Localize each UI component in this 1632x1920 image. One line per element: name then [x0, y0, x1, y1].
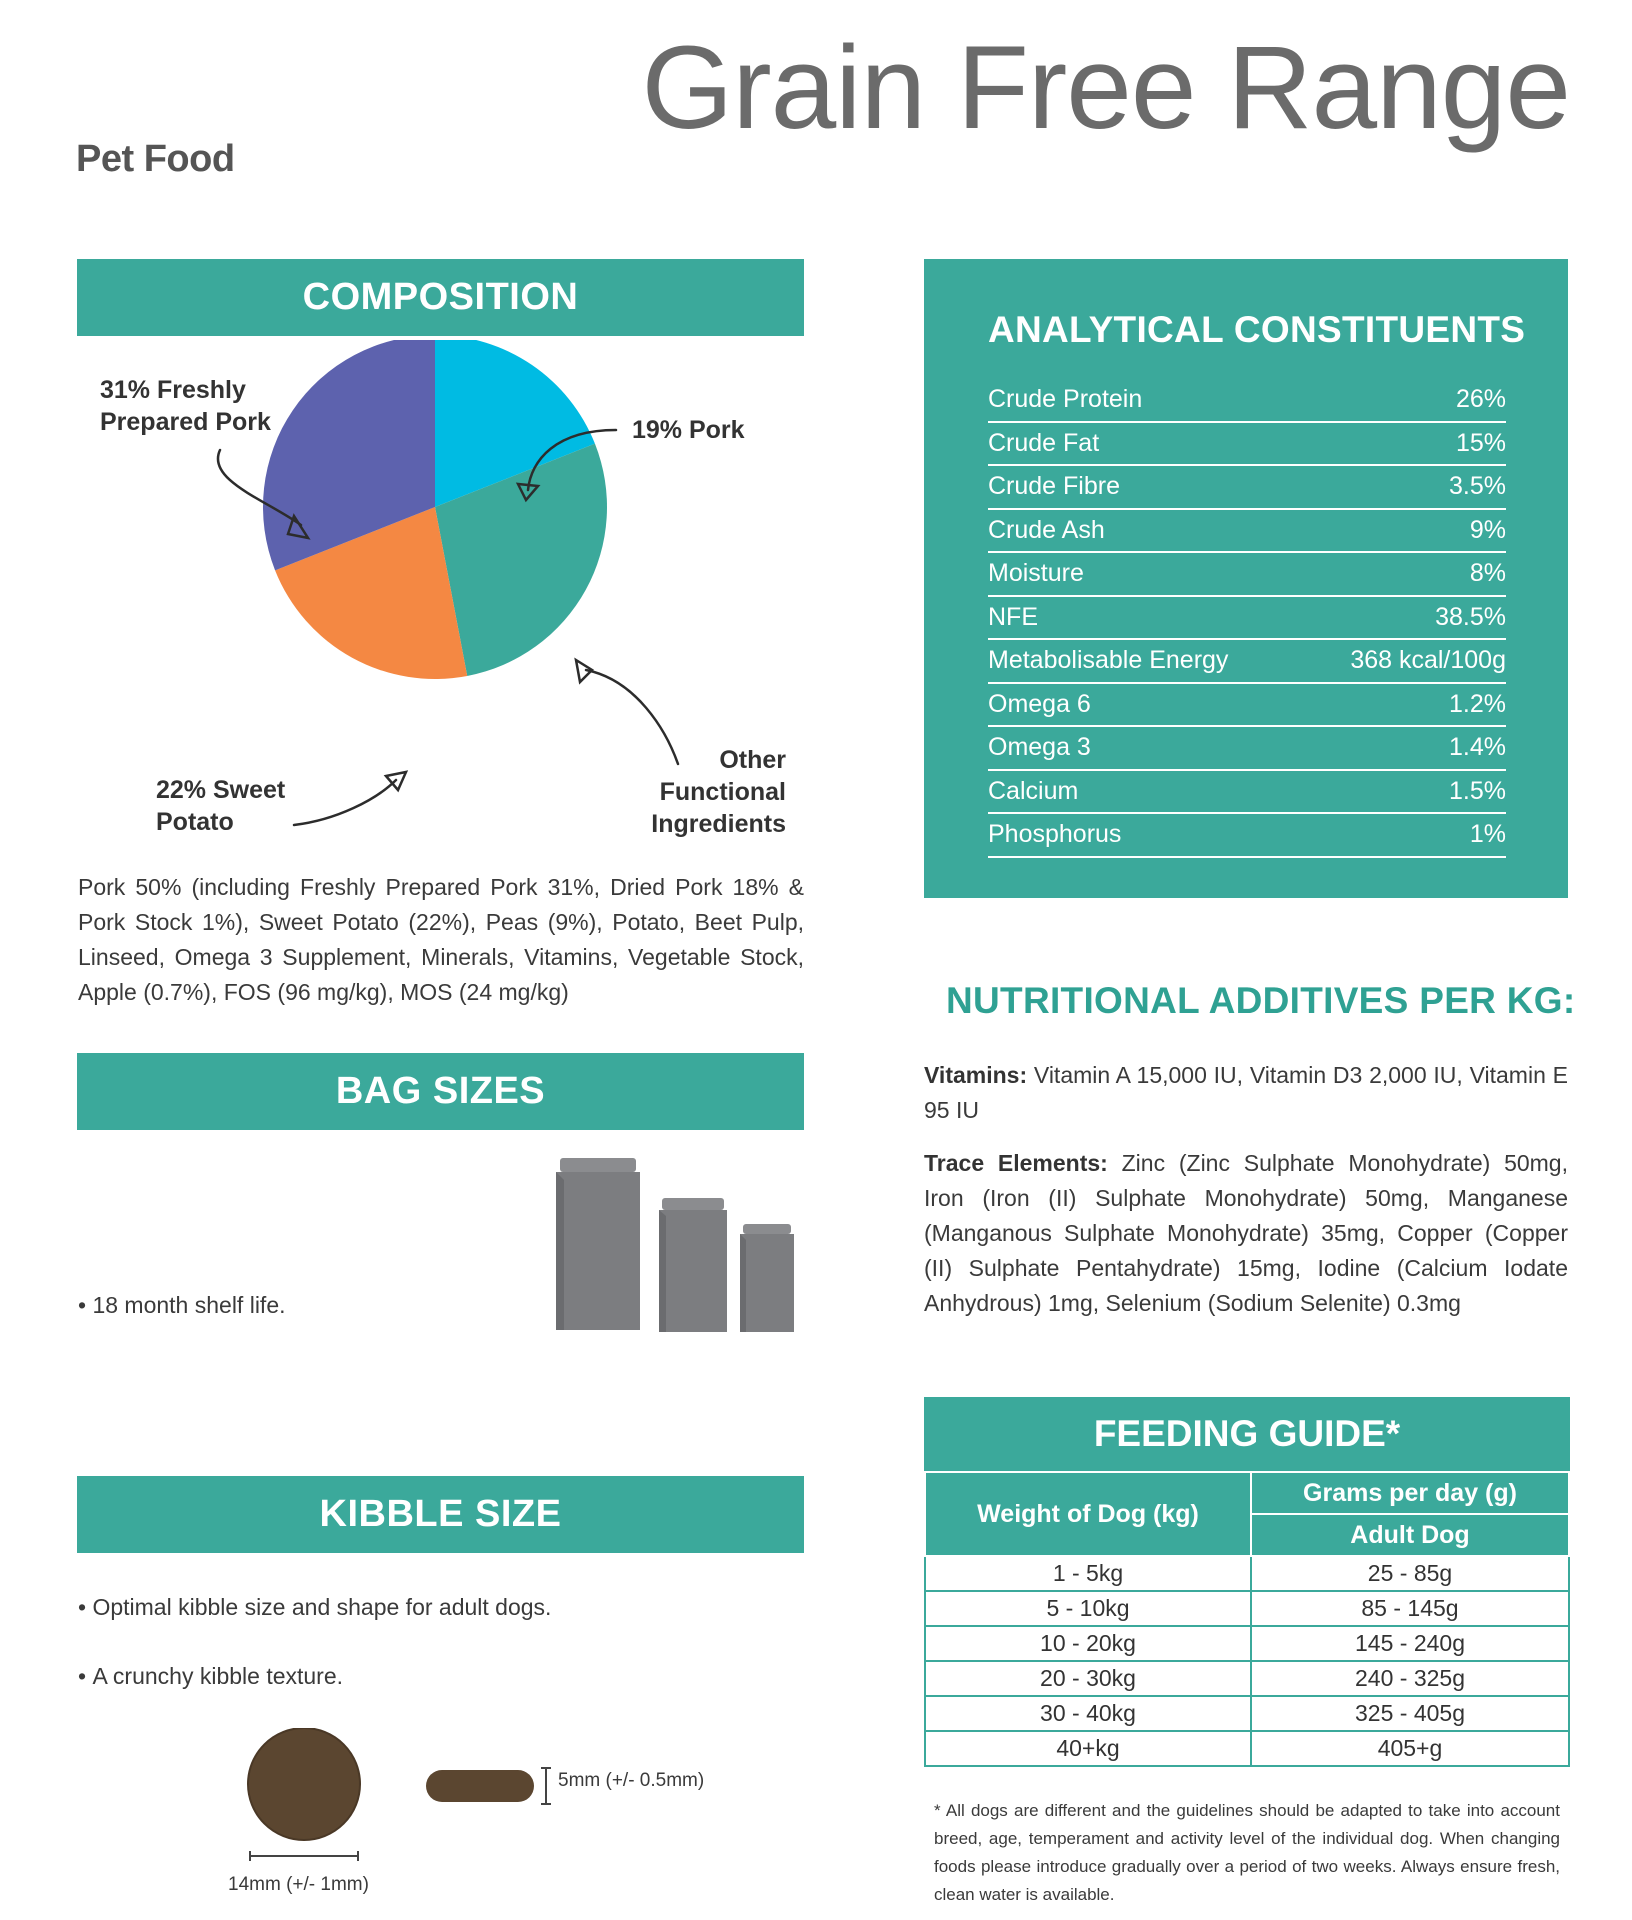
- constituent-row: [988, 640, 1506, 684]
- kibble-thickness-label: 5mm (+/- 0.5mm): [558, 1770, 705, 1791]
- constituent-name: Calcium: [988, 776, 1079, 805]
- constituent-value: 8%: [1469, 559, 1506, 587]
- constituent-row: [988, 814, 1506, 858]
- label-fresh-pork-line2: Prepared Pork: [100, 408, 271, 436]
- feeding-weight: 10 - 20kg: [925, 1626, 1251, 1661]
- kibble-bullet-1-text: Optimal kibble size and shape for adult dogs.: [92, 1594, 552, 1620]
- constituent-row: [988, 423, 1506, 467]
- label-sweet-potato-line2: Potato: [156, 808, 234, 836]
- feeding-row: [925, 1696, 1569, 1731]
- nutritional-additives-heading: NUTRITIONAL ADDITIVES PER KG:: [946, 980, 1576, 1021]
- kibble-side-view: [426, 1770, 534, 1802]
- label-fresh-pork-line1: 31% Freshly: [100, 376, 246, 404]
- constituent-value: 1.2%: [1449, 689, 1506, 718]
- constituent-row: [988, 553, 1506, 597]
- constituent-row: [988, 597, 1506, 641]
- feeding-grams: 325 - 405g: [1251, 1696, 1569, 1731]
- page-title: Grain Free Range: [641, 22, 1570, 154]
- feeding-grams: 240 - 325g: [1251, 1661, 1569, 1696]
- constituent-row: [988, 466, 1506, 510]
- label-pork: 19% Pork: [632, 416, 745, 444]
- shelf-life-text: 18 month shelf life.: [92, 1292, 286, 1318]
- trace-elements-text: Zinc (Zinc Sulphate Monohydrate) 50mg, Iron (Iron (II) Sulphate Monohydrate) 50mg, Manganese (Manganous Sulphate Monohydrate) 35mg, Copper (Copper (II) Sulphate Pentahydrate) 15mg, Iodine (Calcium Iodate Anhydrous) 1mg, Selenium (Sodium Selenite) 0.3mg: [924, 1150, 1568, 1316]
- constituent-value: 1%: [1469, 820, 1506, 848]
- analytical-constituents-heading: ANALYTICAL CONSTITUENTS: [988, 309, 1526, 350]
- constituent-name: Crude Fibre: [988, 472, 1120, 500]
- label-other-line1: Other: [719, 746, 786, 774]
- analytical-constituents-panel: [924, 259, 1568, 898]
- bag-medium-icon: [659, 1198, 727, 1332]
- constituent-value: 1.4%: [1449, 733, 1506, 761]
- label-sweet-potato: [156, 774, 285, 838]
- feeding-guide-table: [924, 1471, 1570, 1767]
- constituent-value: 3.5%: [1449, 472, 1506, 500]
- feeding-grams: 145 - 240g: [1251, 1626, 1569, 1661]
- label-fresh-pork: [100, 374, 271, 438]
- analytical-constituents-list: [988, 379, 1506, 858]
- col-weight-header: Weight of Dog (kg): [925, 1472, 1251, 1556]
- feeding-guide: [924, 1397, 1570, 1767]
- kibble-bullet-2: • A crunchy kibble texture.: [78, 1663, 344, 1689]
- brand-name: Pet Food: [76, 138, 235, 180]
- constituent-name: Crude Fat: [988, 428, 1100, 457]
- feeding-row: [925, 1626, 1569, 1661]
- constituent-row: [988, 684, 1506, 728]
- bag-sizes-bullet: • 18 month shelf life.: [78, 1292, 286, 1318]
- composition-heading: COMPOSITION: [77, 259, 804, 336]
- constituent-value: 38.5%: [1435, 602, 1506, 631]
- constituent-name: Omega 3: [988, 733, 1091, 761]
- constituent-row: [988, 771, 1506, 815]
- constituent-value: 9%: [1469, 515, 1506, 544]
- feeding-weight: 5 - 10kg: [925, 1591, 1251, 1626]
- vitamins-label: Vitamins:: [924, 1062, 1028, 1088]
- vitamins-text: Vitamin A 15,000 IU, Vitamin D3 2,000 IU, Vitamin E 95 IU: [924, 1062, 1568, 1123]
- feeding-grams: 85 - 145g: [1251, 1591, 1569, 1626]
- constituent-name: Crude Ash: [988, 515, 1105, 544]
- constituent-row: [988, 379, 1506, 423]
- vitamins-paragraph: [924, 1058, 1568, 1128]
- label-other-line2: Functional: [659, 778, 786, 806]
- constituent-name: Metabolisable Energy: [988, 646, 1229, 674]
- feeding-row: [925, 1731, 1569, 1766]
- col-grams-header: Grams per day (g): [1251, 1472, 1569, 1514]
- trace-elements-paragraph: [924, 1146, 1568, 1321]
- constituent-value: 15%: [1455, 428, 1506, 457]
- feeding-guide-note: * All dogs are different and the guidelines should be adapted to take into account breed, age, temperament and activity level of the individual dog. When changing foods please introduce gradually over a period of two weeks. Always ensure fresh, clean water is available.: [934, 1801, 1560, 1904]
- kibble-diameter-label: 14mm (+/- 1mm): [228, 1874, 369, 1895]
- constituent-name: Moisture: [988, 559, 1084, 587]
- kibble-size-heading: KIBBLE SIZE: [77, 1476, 804, 1553]
- label-sweet-potato-line1: 22% Sweet: [156, 776, 286, 804]
- constituent-value: 26%: [1455, 385, 1506, 413]
- trace-elements-label: Trace Elements:: [924, 1150, 1108, 1176]
- feeding-grams: 405+g: [1251, 1731, 1569, 1766]
- bag-small-icon: [740, 1224, 794, 1332]
- constituent-name: Omega 6: [988, 689, 1091, 718]
- feeding-weight: 1 - 5kg: [925, 1556, 1251, 1591]
- constituent-name: Crude Protein: [988, 385, 1143, 413]
- bag-large-icon: [556, 1158, 640, 1330]
- feeding-row: [925, 1661, 1569, 1696]
- col-adult-header: Adult Dog: [1251, 1514, 1569, 1556]
- constituent-name: Phosphorus: [988, 820, 1122, 848]
- feeding-row: [925, 1591, 1569, 1626]
- feeding-grams: 25 - 85g: [1251, 1556, 1569, 1591]
- composition-text: Pork 50% (including Freshly Prepared Pork 31%, Dried Pork 18% & Pork Stock 1%), Sweet Potato (22%), Peas (9%), Potato, Beet Pulp, Linseed, Omega 3 Supplement, Minerals, Vitamins, Vegetable Stock, Apple (0.7%), FOS (96 mg/kg), MOS (24 mg/kg): [78, 874, 804, 1005]
- arrow-sweet-potato: [294, 780, 396, 825]
- feeding-weight: 30 - 40kg: [925, 1696, 1251, 1731]
- feeding-row: [925, 1556, 1569, 1591]
- constituent-name: NFE: [988, 602, 1038, 631]
- feeding-guide-heading: FEEDING GUIDE*: [924, 1397, 1570, 1471]
- feeding-weight: 40+kg: [925, 1731, 1251, 1766]
- constituent-value: 1.5%: [1449, 776, 1506, 805]
- feeding-weight: 20 - 30kg: [925, 1661, 1251, 1696]
- arrow-other-head: [576, 660, 592, 682]
- constituent-value: 368 kcal/100g: [1350, 646, 1506, 674]
- constituent-row: [988, 727, 1506, 771]
- bags-illustration: [550, 1158, 800, 1338]
- label-other: [636, 744, 786, 840]
- bag-sizes-heading: BAG SIZES: [77, 1053, 804, 1130]
- constituent-row: [988, 510, 1506, 554]
- label-other-line3: Ingredients: [651, 810, 786, 838]
- kibble-bullet-2-text: A crunchy kibble texture.: [92, 1663, 344, 1689]
- kibble-bullet-1: • Optimal kibble size and shape for adult dogs.: [78, 1594, 552, 1620]
- composition-chart: [76, 340, 804, 870]
